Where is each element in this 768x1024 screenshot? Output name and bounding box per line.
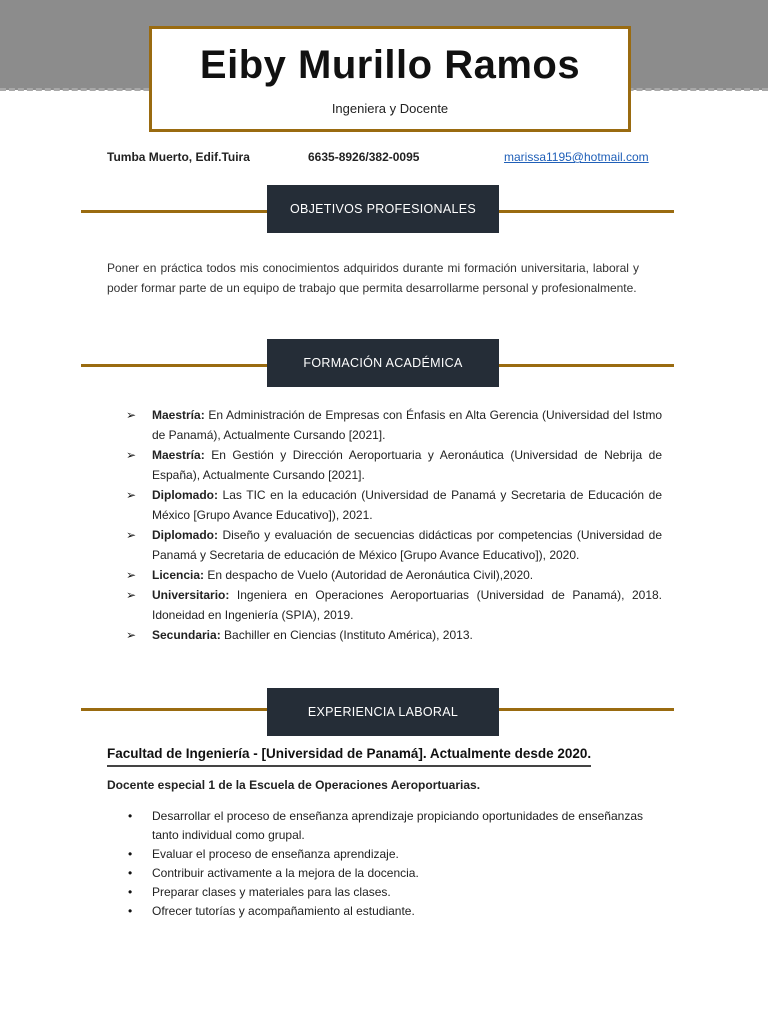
objectives-paragraph: Poner en práctica todos mis conocimientos adquiridos durante mi formación universitaria, laboral y poder formar parte de un equipo de trabajo que permita desarrollarme personal y profesionalmente. [107,261,639,295]
duties-list [126,807,666,921]
name-box [149,26,631,132]
duty-text: Evaluar el proceso de enseñanza aprendizaje. [152,847,399,861]
contact-email-link[interactable]: marissa1195@hotmail.com [504,150,649,164]
education-item [126,585,662,625]
education-item-label: Maestría: [152,408,205,422]
arrow-bullet-icon: ➢ [126,408,137,422]
duty-item [126,883,666,902]
arrow-bullet-icon: ➢ [126,588,137,602]
duty-item [126,864,666,883]
duty-text: Contribuir activamente a la mejora de la docencia. [152,866,419,880]
education-item-text: Diseño y evaluación de secuencias didácticas por competencias (Universidad de Panamá y Secretaria de educación de México [Grupo Avance Educativo]), 2020. [152,528,662,562]
bullet-icon: • [128,847,133,861]
education-item-label: Diplomado: [152,528,218,542]
duty-item [126,845,666,864]
duty-text: Ofrecer tutorías y acompañamiento al estudiante. [152,904,415,918]
education-item-label: Licencia: [152,568,205,582]
candidate-role: Ingeniera y Docente [331,101,449,116]
education-item-text: En Gestión y Dirección Aeroportuaria y Aeronáutica (Universidad de Nebrija de España), Actualmente Cursando [2021]. [152,448,662,482]
bullet-icon: • [128,809,133,823]
education-item [126,485,662,525]
education-item-label: Universitario: [152,588,230,602]
experience-position: Docente especial 1 de la Escuela de Operaciones Aeroportuarias. [107,778,481,792]
arrow-bullet-icon: ➢ [126,448,137,462]
education-item [126,445,662,485]
duty-item [126,902,666,921]
education-item [126,525,662,565]
education-item-text: Las TIC en la educación (Universidad de Panamá y Secretaria de Educación de México [Grupo Avance Educativo]), 2021. [152,488,662,522]
education-item-text: En despacho de Vuelo (Autoridad de Aeronáutica Civil),2020. [204,568,534,582]
education-item-label: Secundaria: [152,628,221,642]
education-item [126,405,662,445]
bullet-icon: • [128,904,133,918]
education-item-label: Diplomado: [152,488,218,502]
bullet-icon: • [128,885,133,899]
arrow-bullet-icon: ➢ [126,628,137,642]
duty-text: Preparar clases y materiales para las clases. [152,885,391,899]
candidate-name: Eiby Murillo Ramos [199,43,581,87]
duty-item [126,807,666,845]
education-item [126,625,662,645]
section-header-objectives: OBJETIVOS PROFESIONALES [267,185,499,233]
section-header-experience: EXPERIENCIA LABORAL [267,688,499,736]
bullet-icon: • [128,866,133,880]
arrow-bullet-icon: ➢ [126,528,137,542]
education-item-text: Bachiller en Ciencias (Instituto América), 2013. [220,628,473,642]
experience-employer: Facultad de Ingeniería - [Universidad de Panamá]. Actualmente desde 2020. [107,746,591,767]
contact-phone: 6635-8926/382-0095 [308,150,420,164]
education-item-label: Maestría: [152,448,205,462]
duty-text: Desarrollar el proceso de enseñanza aprendizaje propiciando oportunidades de enseñanzas tanto individual como grupal. [152,809,643,842]
arrow-bullet-icon: ➢ [126,488,137,502]
education-item-text: Ingeniera en Operaciones Aeroportuarias (Universidad de Panamá), 2018. Idoneidad en Ingeniería (SPIA), 2019. [152,588,662,622]
education-item [126,565,662,585]
contact-address: Tumba Muerto, Edif.Tuira [107,150,250,164]
education-item-text: En Administración de Empresas con Énfasis en Alta Gerencia (Universidad del Istmo de Panamá), Actualmente Cursando [2021]. [152,408,662,442]
education-list [126,405,662,645]
section-header-education: FORMACIÓN ACADÉMICA [267,339,499,387]
arrow-bullet-icon: ➢ [126,568,137,582]
